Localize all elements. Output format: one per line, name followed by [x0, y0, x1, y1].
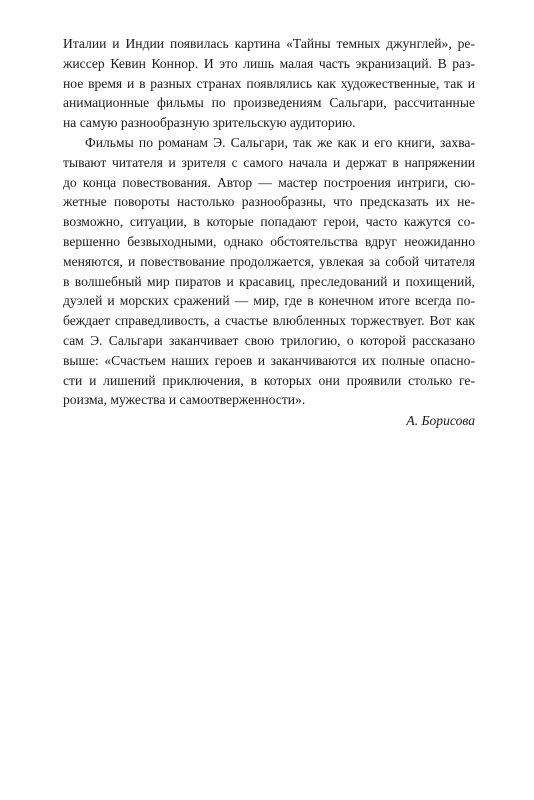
text-body [63, 34, 475, 432]
text-line: сти и лишений приключения, в которых они проявили столько ге- [63, 372, 475, 388]
text-line: Фильмы по романам Э. Сальгари, так же как и его книги, захва- [85, 134, 475, 150]
text-line: дуэлей и морских сражений — мир, где в конечном итоге всегда по- [63, 293, 475, 309]
text-line: в волшебный мир пиратов и красавиц, преследований и похищений, [63, 273, 475, 289]
text-line: на самую разнообразную зрительскую аудиторию. [63, 115, 356, 131]
text-line: выше: «Счастьем наших героев и заканчиваются их полные опасно- [63, 352, 475, 368]
text-line: жиссер Кевин Коннор. И это лишь малая часть экранизаций. В раз- [63, 55, 475, 71]
text-line: жетные повороты настолько разнообразны, что предсказать их не- [63, 194, 475, 210]
text-line: беждает справедливость, а счастье влюбленных торжествует. Вот как [63, 313, 475, 329]
text-line: меняются, и повествование продолжается, увлекая за собой читателя [63, 253, 475, 269]
text-line: вершенно безвыходными, однако обстоятельства вдруг неожиданно [63, 233, 475, 249]
text-line: ное время и в разных странах появлялись как художественные, так и [63, 75, 475, 91]
text-line: Италии и Индии появилась картина «Тайны темных джунглей», ре- [63, 36, 475, 51]
text-line: анимационные фильмы по произведениям Сальгари, рассчитанные [63, 95, 475, 111]
author-signature: А. Борисова [406, 413, 475, 429]
text-line: до конца повествования. Автор — мастер построения интриги, сю- [63, 174, 475, 190]
text-line: роизма, мужества и самоотверженности». [63, 392, 306, 408]
text-line: сам Э. Сальгари заканчивает свою трилогию, о которой рассказано [63, 332, 475, 348]
text-line: возможно, ситуации, в которые попадают герои, часто кажутся со- [63, 214, 475, 230]
text-line: тывают читателя и зрителя с самого начала и держат в напряжении [63, 154, 475, 170]
